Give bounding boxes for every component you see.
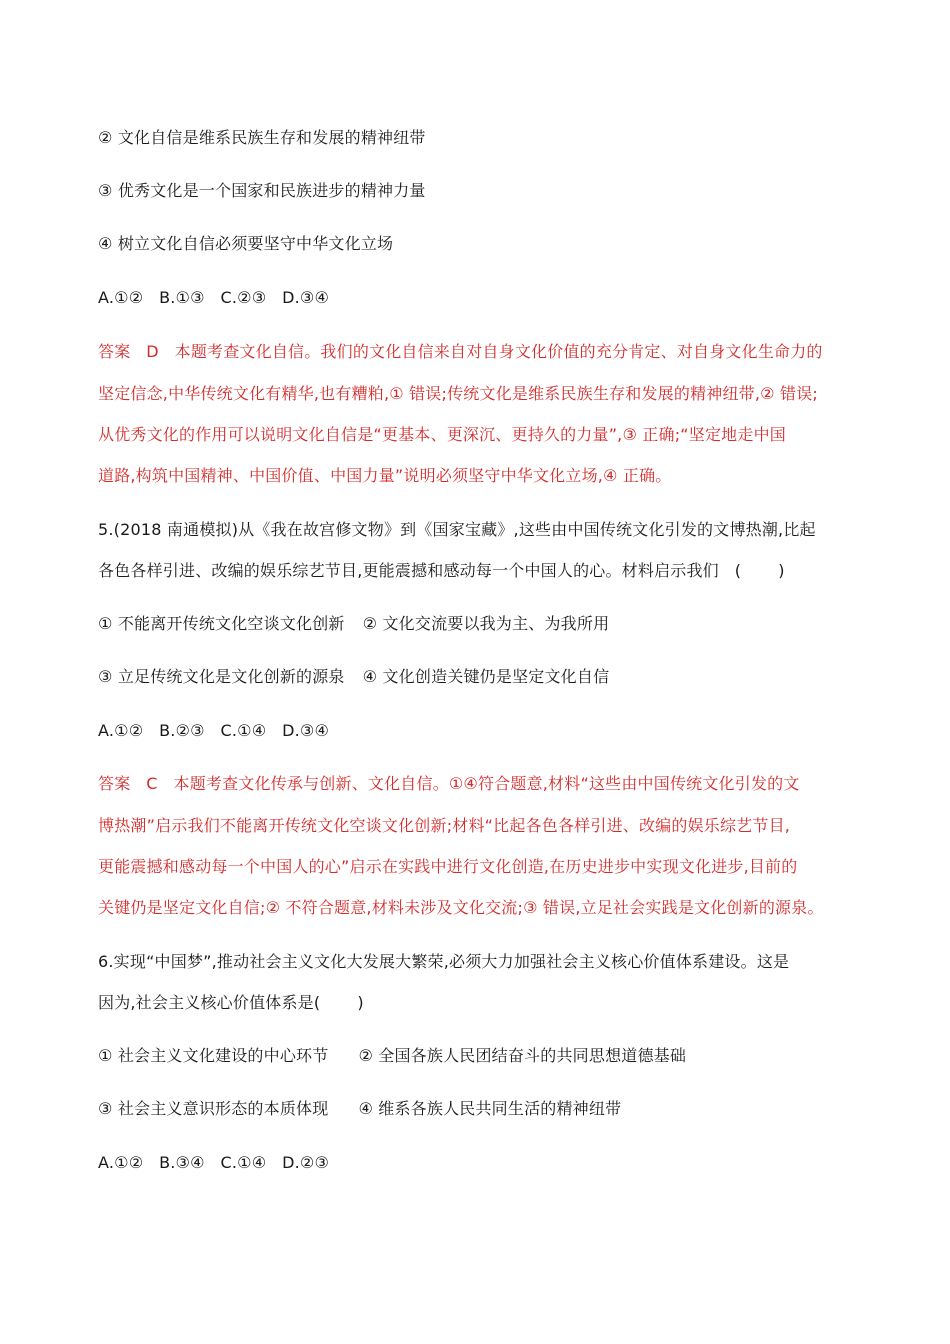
q4-option-3: ③ 优秀文化是一个国家和民族进步的精神力量 bbox=[98, 181, 426, 200]
q6-choices: A.①② B.③④ C.①④ D.②③ bbox=[98, 1153, 329, 1172]
q5-options-row-2 bbox=[98, 667, 609, 687]
q6-options-row-1 bbox=[98, 1046, 686, 1066]
q5-option-3: ③ 立足传统文化是文化创新的源泉 bbox=[98, 667, 345, 686]
q5-option-2: ② 文化交流要以我为主、为我所用 bbox=[362, 614, 610, 633]
q4-answer-line-2: 坚定信念,中华传统文化有精华,也有糟粕,① 错误;传统文化是维系民族生存和发展的精神纽带,② 错误; bbox=[98, 384, 818, 403]
q5-answer-line-1: 答案 C 本题考查文化传承与创新、文化自信。①④符合题意,材料“这些由中国传统文化引发的文 bbox=[98, 774, 800, 793]
q6-option-3: ③ 社会主义意识形态的本质体现 bbox=[98, 1099, 329, 1118]
q5-option-1: ① 不能离开传统文化空谈文化创新 bbox=[98, 614, 345, 633]
q6-stem-line-2: 因为,社会主义核心价值体系是( ) bbox=[98, 993, 364, 1012]
q5-option-4: ④ 文化创造关键仍是坚定文化自信 bbox=[362, 667, 610, 686]
q4-option-2: ② 文化自信是维系民族生存和发展的精神纽带 bbox=[98, 128, 426, 147]
q4-option-4: ④ 树立文化自信必须要坚守中华文化立场 bbox=[98, 234, 394, 253]
q5-stem-line-1: 5.(2018 南通模拟)从《我在故宫修文物》到《国家宝藏》,这些由中国传统文化引发的文博热潮,比起 bbox=[98, 520, 816, 539]
q6-option-1: ① 社会主义文化建设的中心环节 bbox=[98, 1046, 329, 1065]
q5-choices: A.①② B.②③ C.①④ D.③④ bbox=[98, 721, 329, 740]
q4-answer-line-4: 道路,构筑中国精神、中国价值、中国力量”说明必须坚守中华文化立场,④ 正确。 bbox=[98, 466, 672, 485]
q6-option-4: ④ 维系各族人民共同生活的精神纽带 bbox=[358, 1099, 622, 1118]
q5-stem-line-2: 各色各样引进、改编的娱乐综艺节目,更能震撼和感动每一个中国人的心。材料启示我们 ( ) bbox=[98, 561, 785, 580]
q4-answer-line-3: 从优秀文化的作用可以说明文化自信是“更基本、更深沉、更持久的力量”,③ 正确;“坚定地走中国 bbox=[98, 425, 786, 444]
q4-choices: A.①② B.①③ C.②③ D.③④ bbox=[98, 288, 329, 307]
q4-answer-line-1: 答案 D 本题考查文化自信。我们的文化自信来自对自身文化价值的充分肯定、对自身文化生命力的 bbox=[98, 342, 823, 361]
q5-answer-line-3: 更能震撼和感动每一个中国人的心”启示在实践中进行文化创造,在历史进步中实现文化进步,目前的 bbox=[98, 857, 798, 876]
q6-stem-line-1: 6.实现“中国梦”,推动社会主义文化大发展大繁荣,必须大力加强社会主义核心价值体系建设。这是 bbox=[98, 952, 790, 971]
q6-option-2: ② 全国各族人民团结奋斗的共同思想道德基础 bbox=[358, 1046, 687, 1065]
q5-answer-line-4: 关键仍是坚定文化自信;② 不符合题意,材料未涉及文化交流;③ 错误,立足社会实践是文化创新的源泉。 bbox=[98, 898, 824, 917]
q6-options-row-2 bbox=[98, 1099, 621, 1119]
q5-options-row-1 bbox=[98, 614, 609, 634]
q5-answer-line-2: 博热潮”启示我们不能离开传统文化空谈文化创新;材料“比起各色各样引进、改编的娱乐综艺节目, bbox=[98, 816, 791, 835]
